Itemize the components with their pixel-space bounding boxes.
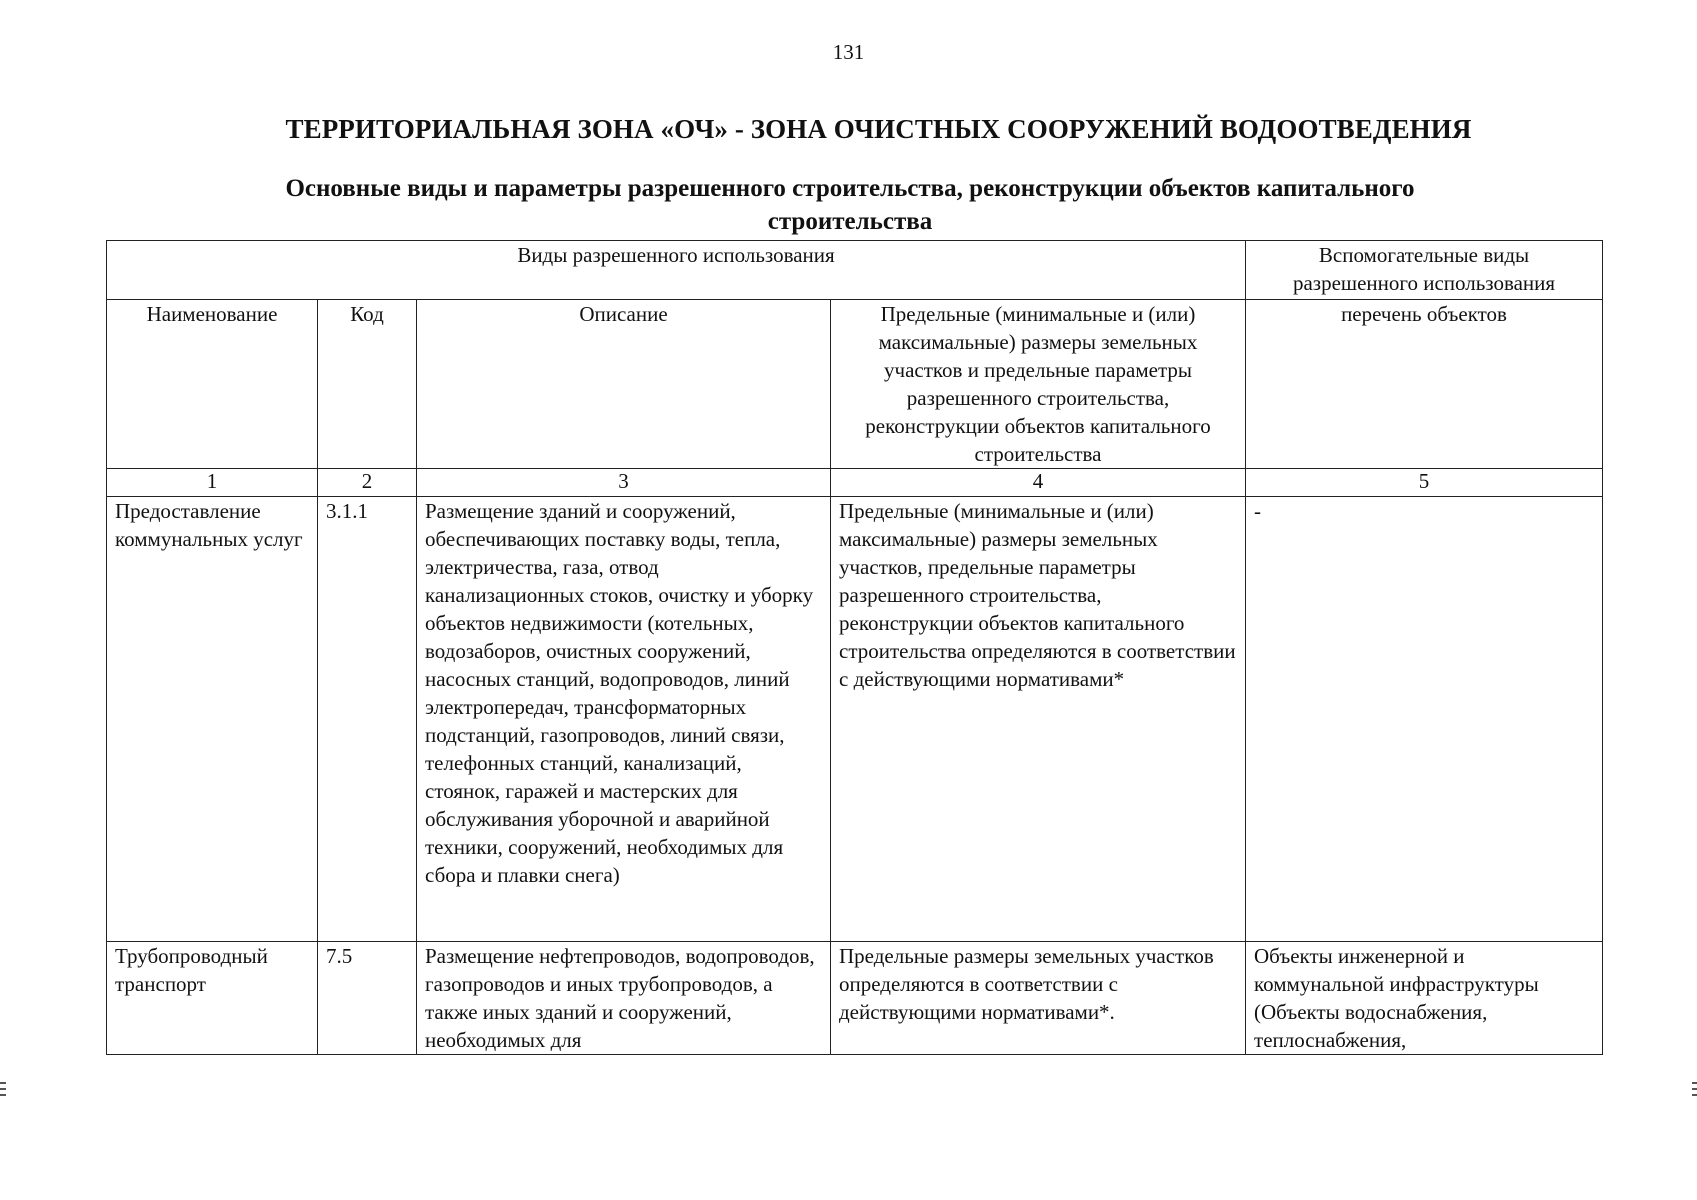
column-number: 2 <box>318 469 417 497</box>
scan-edge-mark <box>0 1088 6 1090</box>
col-header-description: Описание <box>417 300 831 469</box>
row-code-cell: 3.1.1 <box>318 497 417 942</box>
row-code-cell: 7.5 <box>318 942 417 1055</box>
table-group-header-row <box>107 241 1603 300</box>
scan-edge-mark <box>1692 1088 1697 1090</box>
column-number: 5 <box>1246 469 1603 497</box>
section-subtitle <box>200 172 1500 238</box>
column-number: 4 <box>831 469 1246 497</box>
scan-edge-mark <box>0 1094 6 1096</box>
column-number: 1 <box>107 469 318 497</box>
page-number: 131 <box>832 40 865 64</box>
row-description-cell: Размещение нефтепроводов, водопроводов, газопроводов и иных трубопроводов, а также иных зданий и сооружений, необходимых для <box>417 942 831 1055</box>
row-params-cell: Предельные (минимальные и (или) максимальные) размеры земельных участков, предельные параметры разрешенного строительства, реконструкции объектов капитального строительства определяются в соответствии с действующими нормативами* <box>831 497 1246 942</box>
table-column-header-row <box>107 300 1603 469</box>
row-aux-cell: Объекты инженерной и коммунальной инфраструктуры (Объекты водоснабжения, теплоснабжения, <box>1246 942 1603 1055</box>
zone-title: ТЕРРИТОРИАЛЬНАЯ ЗОНА «ОЧ» - ЗОНА ОЧИСТНЫХ СООРУЖЕНИЙ ВОДООТВЕДЕНИЯ <box>285 114 1472 144</box>
col-header-code: Код <box>318 300 417 469</box>
row-params-cell: Предельные размеры земельных участков определяются в соответствии с действующими нормативами*. <box>831 942 1246 1055</box>
scan-edge-mark <box>0 1082 6 1084</box>
column-number-row <box>107 469 1603 497</box>
col-header-name: Наименование <box>107 300 318 469</box>
aux-header-cell <box>1246 241 1603 300</box>
land-use-table <box>106 240 1603 1055</box>
row-name-cell: Трубопроводный транспорт <box>107 942 318 1055</box>
scan-edge-mark <box>1692 1082 1697 1084</box>
column-number: 3 <box>417 469 831 497</box>
row-description-cell: Размещение зданий и сооружений, обеспечивающих поставку воды, тепла, электричества, газа, отвод канализационных стоков, очистку и уборку объектов недвижимости (котельных, водозаборов, очистных сооружений, насосных станций, водопроводов, линий электропередач, трансформаторных подстанций, газопроводов, линий связи, телефонных станций, канализаций, стоянок, гаражей и мастерских для обслуживания уборочной и аварийной техники, сооружений, необходимых для сбора и плавки снега) <box>417 497 831 942</box>
table-row <box>107 942 1603 1055</box>
subtitle-line-2: строительства <box>767 208 933 235</box>
group-header-cell: Виды разрешенного использования <box>107 241 1246 300</box>
col-header-aux: перечень объектов <box>1246 300 1603 469</box>
subtitle-line-1: Основные виды и параметры разрешенного строительства, реконструкции объектов капитального <box>285 175 1415 202</box>
scan-edge-mark <box>1692 1094 1697 1096</box>
aux-header-line-2: разрешенного использования <box>1292 271 1556 295</box>
row-aux-cell: - <box>1246 497 1603 942</box>
row-name-cell: Предоставление коммунальных услуг <box>107 497 318 942</box>
col-header-params: Предельные (минимальные и (или) максимальные) размеры земельных участков и предельные параметры разрешенного строительства, реконструкции объектов капитального строительства <box>831 300 1246 469</box>
aux-header-line-1: Вспомогательные виды <box>1318 243 1530 267</box>
table-row <box>107 497 1603 942</box>
